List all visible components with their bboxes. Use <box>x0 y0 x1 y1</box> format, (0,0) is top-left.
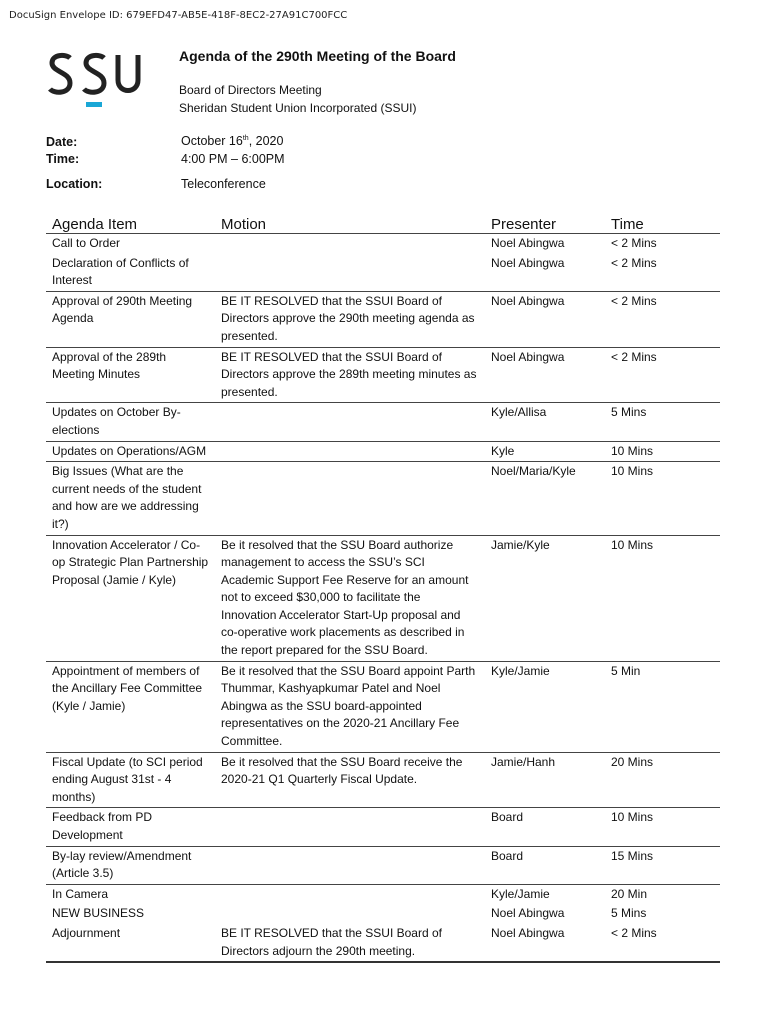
agenda-item-cell: By-lay review/Amendment (Article 3.5) <box>52 848 192 881</box>
header-line-board-meeting: Board of Directors Meeting <box>179 83 322 97</box>
motion-cell: Be it resolved that the SSU Board receive the 2020-21 Q1 Quarterly Fiscal Update. <box>221 754 463 787</box>
time-cell: < 2 Mins <box>611 236 657 250</box>
time-cell: 5 Mins <box>611 906 647 921</box>
agenda-row <box>46 441 720 462</box>
presenter-cell: Kyle <box>491 443 515 458</box>
motion-cell: BE IT RESOLVED that the SSUI Board of Directors adjourn the 290th meeting. <box>221 925 442 958</box>
motion-cell <box>215 403 485 441</box>
presenter-cell: Kyle/Allisa <box>491 405 547 420</box>
presenter-cell: Jamie/Kyle <box>491 537 550 552</box>
motion-cell <box>215 808 485 846</box>
agenda-item-cell: Approval of 290th Meeting Agenda <box>52 293 193 326</box>
location-label: Location: <box>46 177 103 191</box>
presenter-cell: Noel Abingwa <box>491 236 565 250</box>
header-agenda-item: Agenda Item <box>52 216 138 233</box>
agenda-item-cell: Adjournment <box>52 925 121 940</box>
time-cell: 10 Mins <box>611 537 654 552</box>
presenter-cell: Jamie/Hanh <box>491 754 556 769</box>
presenter-cell: Noel Abingwa <box>491 906 565 921</box>
time-cell: 10 Mins <box>611 810 654 825</box>
presenter-cell: Noel Abingwa <box>491 925 565 940</box>
presenter-cell: Kyle/Jamie <box>491 663 550 678</box>
time-cell: 10 Mins <box>611 464 654 479</box>
motion-cell <box>215 234 485 254</box>
agenda-row <box>46 924 720 962</box>
agenda-row <box>46 462 720 535</box>
agenda-row <box>46 661 720 752</box>
agenda-item-cell: Fiscal Update (to SCI period ending August 31st - 4 months) <box>52 754 203 804</box>
ssu-logo-letters <box>50 55 138 92</box>
agenda-row <box>46 884 720 904</box>
agenda-item-cell: Updates on October By-elections <box>52 405 181 437</box>
time-cell: < 2 Mins <box>611 255 657 270</box>
time-cell: 20 Min <box>611 886 648 901</box>
presenter-cell: Board <box>491 848 524 863</box>
motion-cell <box>215 904 485 924</box>
agenda-row <box>46 254 720 292</box>
agenda-item-cell: Call to Order <box>52 236 121 250</box>
time-cell: 5 Min <box>611 663 641 678</box>
agenda-header-row <box>46 212 720 234</box>
agenda-item-cell: Updates on Operations/AGM <box>52 443 207 458</box>
motion-cell: BE IT RESOLVED that the SSUI Board of Directors approve the 289th meeting minutes as presented. <box>221 349 477 399</box>
docusign-envelope-id: DocuSign Envelope ID: 679EFD47-AB5E-418F-8EC2-27A91C700FCC <box>9 10 348 21</box>
time-cell: < 2 Mins <box>611 293 657 308</box>
motion-cell: Be it resolved that the SSU Board appoint Parth Thummar, Kashyapkumar Patel and Noel Abingwa as the SSU board-appointed representatives on the 2020-21 Ancillary Fee Committee. <box>221 663 476 749</box>
presenter-cell: Noel Abingwa <box>491 293 565 308</box>
date-label: Date: <box>46 135 78 149</box>
agenda-row <box>46 846 720 884</box>
motion-cell <box>215 884 485 904</box>
presenter-cell: Noel Abingwa <box>491 349 565 364</box>
motion-cell: Be it resolved that the SSU Board authorize management to access the SSU’s SCI Academic Support Fee Reserve for an amount not to exceed $30,000 to facilitate the Innovation Accelerator Start-Up proposal and co-operative work placements as described in the report prepared for the SSU Board. <box>221 537 469 658</box>
header-line-organization: Sheridan Student Union Incorporated (SSUI) <box>179 101 417 115</box>
agenda-item-cell: NEW BUSINESS <box>52 906 145 921</box>
motion-cell <box>215 441 485 462</box>
time-cell: < 2 Mins <box>611 925 657 940</box>
header-presenter: Presenter <box>491 216 557 233</box>
time-cell: 5 Mins <box>611 405 647 420</box>
agenda-table <box>46 212 720 963</box>
motion-cell <box>215 462 485 535</box>
agenda-item-cell: Appointment of members of the Ancillary Fee Committee (Kyle / Jamie) <box>52 663 203 713</box>
agenda-item-cell: In Camera <box>52 886 109 901</box>
agenda-row <box>46 403 720 441</box>
agenda-row <box>46 904 720 924</box>
agenda-row <box>46 291 720 347</box>
presenter-cell: Kyle/Jamie <box>491 886 550 901</box>
agenda-item-cell: Approval of the 289th Meeting Minutes <box>52 349 167 382</box>
ssu-logo <box>46 52 142 112</box>
date-value: October 16th, 2020 <box>181 134 284 148</box>
agenda-row <box>46 808 720 846</box>
time-cell: < 2 Mins <box>611 349 657 364</box>
motion-cell: BE IT RESOLVED that the SSUI Board of Directors approve the 290th meeting agenda as presented. <box>221 293 475 343</box>
agenda-row <box>46 347 720 403</box>
presenter-cell: Noel/Maria/Kyle <box>491 464 576 479</box>
motion-cell <box>215 254 485 292</box>
time-cell: 10 Mins <box>611 443 654 458</box>
presenter-cell: Board <box>491 810 524 825</box>
agenda-row <box>46 234 720 254</box>
agenda-item-cell: Feedback from PD Development <box>52 810 153 842</box>
time-cell: 15 Mins <box>611 848 654 863</box>
agenda-item-cell: Innovation Accelerator / Co-op Strategic Plan Partnership Proposal (Jamie / Kyle) <box>52 537 209 587</box>
motion-cell <box>215 846 485 884</box>
header-time: Time <box>611 216 644 233</box>
time-cell: 20 Mins <box>611 754 654 769</box>
agenda-row <box>46 535 720 661</box>
header-motion: Motion <box>221 216 267 233</box>
time-label: Time: <box>46 152 80 166</box>
presenter-cell: Noel Abingwa <box>491 255 565 270</box>
location-value: Teleconference <box>181 177 266 191</box>
agenda-title: Agenda of the 290th Meeting of the Board <box>179 48 456 64</box>
agenda-item-cell: Big Issues (What are the current needs of the student and how are we addressing it?) <box>52 464 202 531</box>
time-value: 4:00 PM – 6:00PM <box>181 152 285 166</box>
agenda-row <box>46 752 720 808</box>
agenda-item-cell: Declaration of Conflicts of Interest <box>52 255 189 288</box>
